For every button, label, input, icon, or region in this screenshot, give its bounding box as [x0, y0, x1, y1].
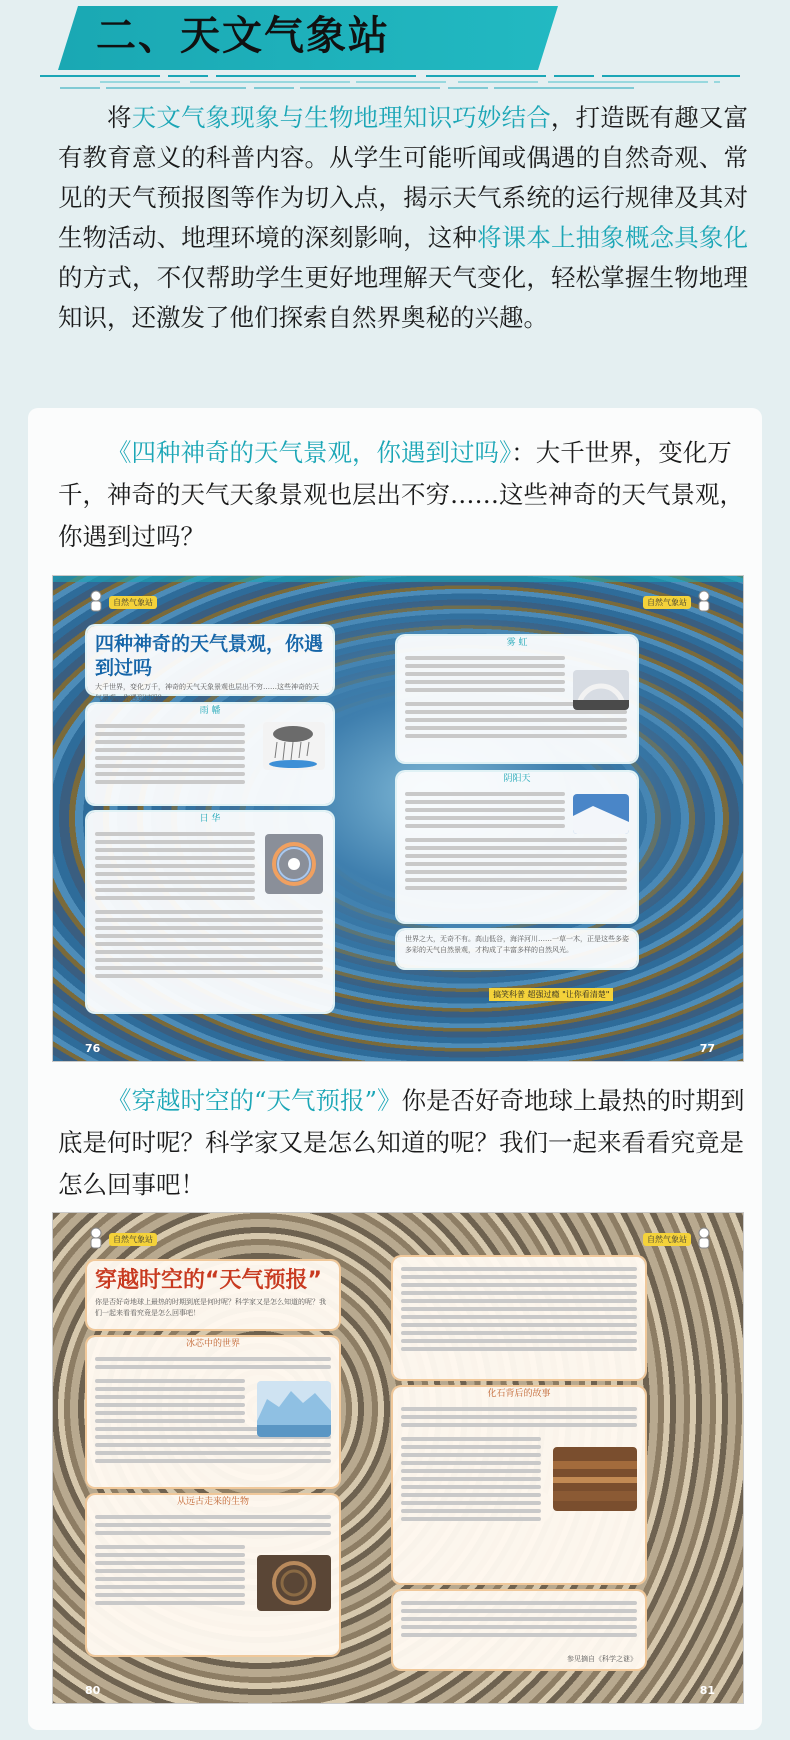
- spread1-halo-box: [87, 812, 333, 1012]
- spread2-right-note-box: [393, 1591, 645, 1669]
- spread2-source: 参见摘自《科学之谜》: [567, 1655, 637, 1663]
- page-number-right: 77: [699, 1042, 715, 1055]
- spread1-rain-box: [87, 704, 333, 804]
- spread2-tag-right: 自然气象站: [643, 1233, 691, 1246]
- spread1-tag-left: 自然气象站: [109, 596, 157, 609]
- section-title: 二、天文气象站: [96, 12, 390, 59]
- astronaut-icon: [695, 1227, 713, 1249]
- spread1-section-glory: 雾 虹: [506, 638, 528, 648]
- astronaut-icon: [695, 590, 713, 612]
- page-number-left: 80: [85, 1684, 101, 1697]
- intro-highlight-1: 天文气象现象与生物地理知识巧妙结合: [131, 103, 551, 132]
- spread2-right-text-box: [393, 1257, 645, 1379]
- article1-description: [58, 432, 748, 558]
- intro-paragraph: 将天文气象现象与生物地理知识巧妙结合，打造既有趣又富有教育意义的科普内容。从学生可能听闻或偶遇的自然奇观、常见的天气预报图等作为切入点，揭示天气系统的运行规律及其对生物活动、地理环境的深刻影响，这种将课本上抽象概念具象化的方式，不仅帮助学生更好地理解天气变化，轻松掌握生物地理知识，还激发了他们探索自然界奥秘的兴趣。: [58, 103, 749, 332]
- spread1-glory-box: [397, 636, 637, 762]
- spread1-section-rain: 雨 幡: [199, 706, 221, 716]
- article1-body: ：大千世界，变化万千，神奇的天气天象景观也层出不穷……这些神奇的天气景观，你遇到过吗？: [58, 438, 744, 551]
- article1-title: 《四种神奇的天气景观，你遇到过吗》: [107, 438, 512, 467]
- glacier-image: [257, 1381, 331, 1437]
- page-number-right: 81: [699, 1684, 715, 1697]
- spread2-section-ice: 冰芯中的世界: [185, 1339, 240, 1349]
- spread1-heading: 四种神奇的天气景观，你遇到过吗: [95, 633, 324, 679]
- spread2-section-bio: 从远古走来的生物: [176, 1497, 249, 1507]
- spread2-tag-left: 自然气象站: [109, 1233, 157, 1246]
- spread2-ice-box: [87, 1337, 339, 1487]
- sunshade-sky-image: [573, 794, 629, 834]
- fog-bow-image: [573, 670, 629, 710]
- astronaut-icon: [87, 590, 105, 612]
- spread1-tag-right: 自然气象站: [643, 596, 691, 609]
- spread2-bio-box: [87, 1495, 339, 1655]
- spread1-section-halo: 日 华: [199, 814, 221, 824]
- spread1-footer-tag: 搞笑科普 超强过瘾 "让你看清楚": [489, 988, 613, 1001]
- spread1-footer-note: 世界之大，无奇不有。高山低谷，海洋河川……一草一木，正是这些多姿多彩的天气自然景观，才构成了丰富多样的自然风光。: [397, 930, 637, 968]
- magazine-spread-2: [52, 1212, 744, 1704]
- page-number-left: 76: [85, 1042, 101, 1055]
- rock-layers-image: [553, 1447, 637, 1511]
- spread1-sunshade-box: [397, 772, 637, 922]
- spread2-fossil-box: [393, 1387, 645, 1583]
- banner-decoration-lines: [40, 72, 740, 92]
- magazine-spread-1: [52, 575, 744, 1062]
- article2-body: 你是否好奇地球上最热的时期到底是何时呢？科学家又是怎么知道的呢？我们一起来看看究竟是怎么回事吧！: [58, 1086, 745, 1199]
- sun-halo-image: [265, 834, 323, 894]
- fossil-shell-image: [257, 1555, 331, 1611]
- spread2-lead: 你是否好奇地球上最热的时期到底是何时呢？科学家又是怎么知道的呢？我们一起来看看究竟是怎么回事吧！: [95, 1298, 326, 1317]
- spread1-lead: 大千世界，变化万千，神奇的天气天象景观也层出不穷……这些神奇的天气景观，你遇到过吗？: [95, 683, 319, 702]
- astronaut-icon: [87, 1227, 105, 1249]
- spread2-heading-box: [87, 1261, 339, 1329]
- spread1-section-sunshade: 阴阳天: [503, 774, 531, 784]
- article2-description: [58, 1080, 748, 1206]
- spread1-heading-box: [87, 626, 333, 702]
- spread2-section-fossil: 化石背后的故事: [487, 1389, 551, 1399]
- rain-cloud-image: [263, 722, 325, 770]
- spread2-heading: 穿越时空的“天气预报”: [95, 1268, 322, 1293]
- intro-highlight-2: 将课本上抽象概念具象化: [477, 223, 749, 252]
- article2-title: 《穿越时空的“天气预报”》: [107, 1086, 402, 1115]
